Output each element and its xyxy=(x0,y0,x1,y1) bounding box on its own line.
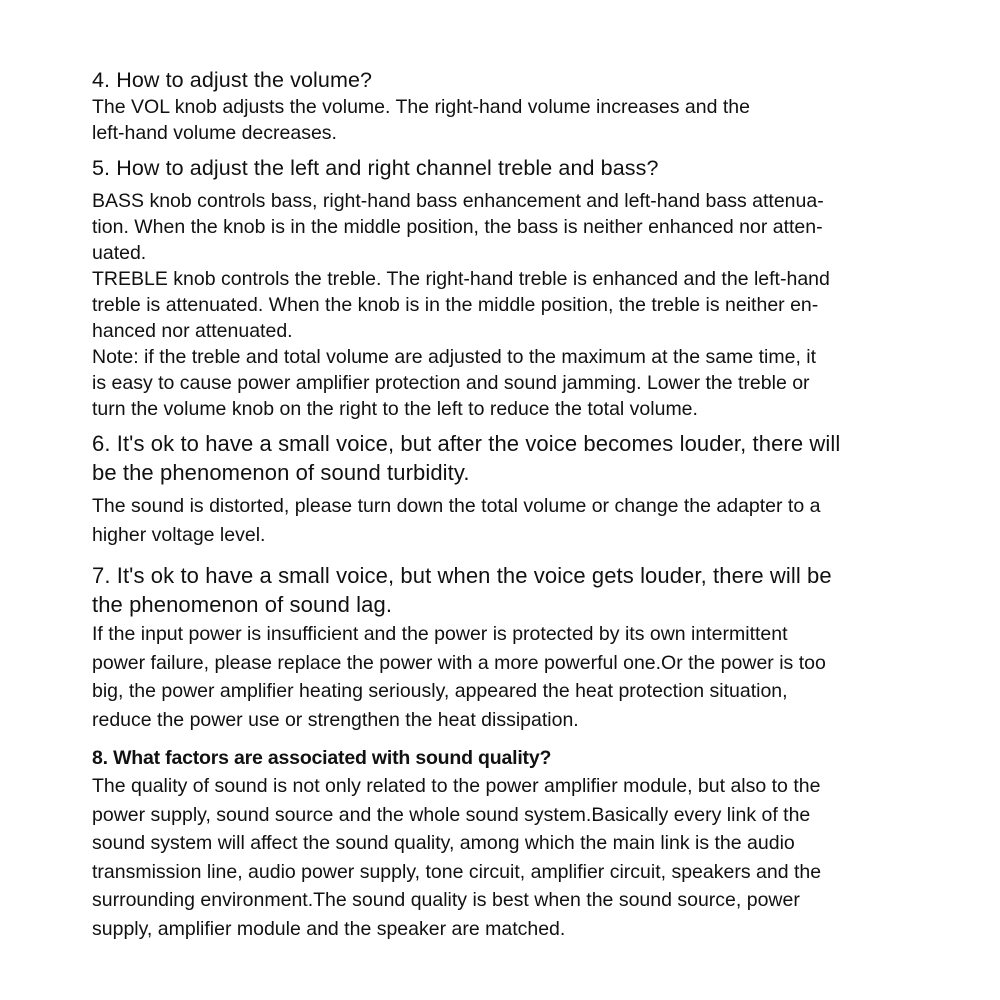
faq-section-5 xyxy=(92,153,912,422)
faq-answer-6: The sound is distorted, please turn down the total volume or change the adapter to a higher voltage level. xyxy=(92,495,821,546)
faq-answer-4: The VOL knob adjusts the volume. The right-hand volume increases and the left-hand volume decreases. xyxy=(92,96,750,144)
faq-answer-7: If the input power is insufficient and the power is protected by its own intermittent power failure, please replace the power with a more powerful one.Or the power is too big, the power amplifier heating seriously, appeared the heat protection situation, reduce the power use or strengthen the heat dissipation. xyxy=(92,623,826,731)
faq-section-7 xyxy=(92,561,912,734)
faq-section-6 xyxy=(92,429,912,550)
faq-question-7: 7. It's ok to have a small voice, but when the voice gets louder, there will be the phenomenon of sound lag. xyxy=(92,563,832,617)
faq-answer-8: The quality of sound is not only related to the power amplifier module, but also to the power supply, sound source and the whole sound system.Basically every link of the sound system will affect the sound quality, among which the main link is the audio transmission line, audio power supply, tone circuit, amplifier circuit, speakers and the surrounding environment.The sound quality is best when the sound source, power supply, amplifier module and the speaker are matched. xyxy=(92,775,822,940)
faq-answer-5-bass: BASS knob controls bass, right-hand bass enhancement and left-hand bass attenua- tion. When the knob is in the middle position, the bass is neither enhanced nor atten- uated. xyxy=(92,190,824,264)
faq-section-8 xyxy=(92,744,912,943)
faq-section-4 xyxy=(92,66,912,146)
faq-question-6: 6. It's ok to have a small voice, but after the voice becomes louder, there will be the phenomenon of sound turbidity. xyxy=(92,431,841,485)
faq-question-4: 4. How to adjust the volume? xyxy=(92,68,373,92)
faq-question-5: 5. How to adjust the left and right channel treble and bass? xyxy=(92,156,659,180)
faq-answer-5-treble: TREBLE knob controls the treble. The right-hand treble is enhanced and the left-hand treble is attenuated. When the knob is in the middle position, the treble is neither en- hanced nor attenuated. xyxy=(92,268,830,342)
faq-answer-5-note: Note: if the treble and total volume are adjusted to the maximum at the same time, it is easy to cause power amplifier protection and sound jamming. Lower the treble or turn the volume knob on the right to the left to reduce the total volume. xyxy=(92,346,817,420)
faq-question-8: 8. What factors are associated with sound quality? xyxy=(92,747,552,769)
